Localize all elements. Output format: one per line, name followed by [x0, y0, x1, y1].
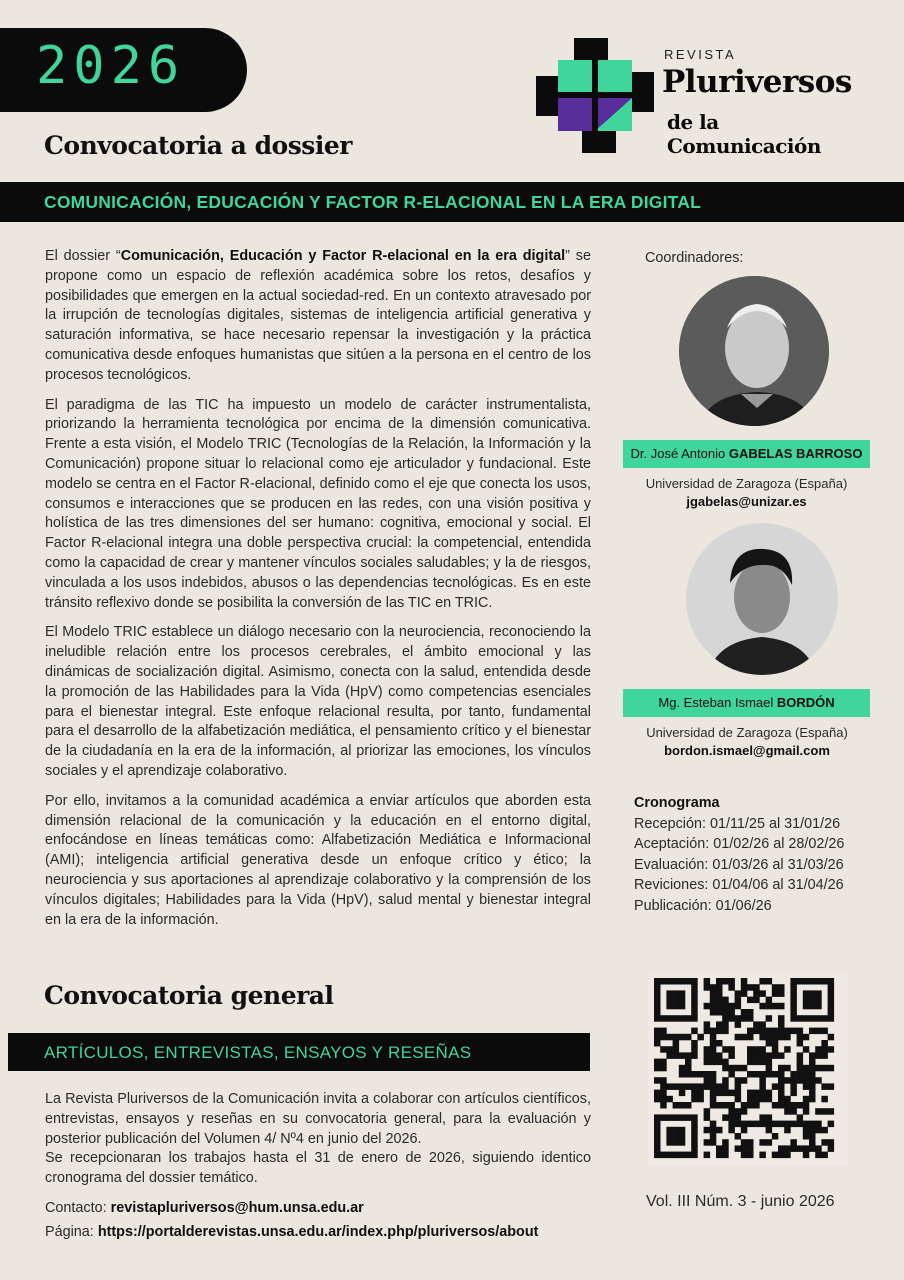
dossier-paragraph-4: Por ello, invitamos a la comunidad académica a enviar artículos que aborden esta dimensión relacional de la comunicación y la educación en el entorno digital, enfocándose en líneas temáticas como: Alfabetización Mediática e Informacional (AMI); inteligencia artificial generativa desde un enfoque crítico y ético; la neurociencia y sus aportaciones al aprendizaje colaborativo y la comprensión de los vínculos digitales; Habilidades para la Vida (HpV), salud mental y bienestar integral en la era de la información.	[45, 792, 591, 928]
logo-mark-icon	[536, 38, 654, 153]
page-link[interactable]: https://portalderevistas.unsa.edu.ar/index.php/pluriversos/about	[97, 1223, 539, 1240]
general-paragraph-2: Se recepcionaran los trabajos hasta el 31 de enero de 2026, siguiendo identico cronograma del dossier temático.	[45, 1150, 591, 1187]
person-photo-icon	[679, 276, 829, 426]
dossier-paragraph-1: El dossier “Comunicación, Educación y Factor R-elacional en la era digital” se propone como un espacio de reflexión académica sobre los retos, desafíos y posibilidades que emergen en la actual sociedad-red. En un contexto atravesado por la irrupción de tecnologías digitales, sistemas de inteligencia artificial generativa y saturación informativa, se hace necesario repensar la investigación y la práctica comunicativa desde enfoques humanistas que sitúen a la persona en el centro de los procesos tecnológicos.	[45, 248, 591, 383]
dossier-heading: Convocatoria a dossier	[44, 131, 352, 160]
general-title: ARTÍCULOS, ENTREVISTAS, ENSAYOS Y RESEÑAS	[44, 1043, 472, 1062]
logo-revista: REVISTA	[664, 47, 737, 62]
year-text: 2026	[36, 36, 186, 96]
dossier-paragraph-2: El paradigma de las TIC ha impuesto un modelo de carácter instrumentalista, priorizando la herramienta tecnológica por encima de la dimensión comunicativa. Frente a esta visión, el Modelo TRIC (Tecnologías de la Relación, la Información y la Comunicación) propone situar lo relacional como eje articulador y fundacional. Este modelo se centra en el Factor R-elacional, definido como el eje que conecta los usos, consumos e interacciones que se producen en las redes, con una visión positiva y holística de las tres dimensiones del ser humano: cognitiva, emocional y social. El Factor R-elacional integra una doble perspectiva crucial: la competencial, entendida como la capacidad de crear y mantener vínculos sociales saludables; y la de riesgos, vinculada a los usos indebidos, abusos o las dependencias tecnológicas. Es en este tránsito reflexivo donde se posibilita la conversión de las TIC en TRIC.	[45, 396, 591, 611]
journal-logo	[536, 38, 856, 158]
cronograma-item: Publicación: 01/06/26	[634, 897, 772, 914]
general-heading: Convocatoria general	[44, 981, 334, 1010]
dossier-body	[45, 247, 591, 940]
general-body	[45, 1090, 591, 1243]
year-badge	[0, 28, 247, 112]
cronograma-title: Cronograma	[634, 795, 720, 811]
contact-email[interactable]: revistapluriversos@hum.unsa.edu.ar	[110, 1199, 364, 1216]
cronograma-item: Recepción: 01/11/25 al 31/01/26	[634, 815, 841, 832]
coordinator-2-photo	[686, 523, 838, 675]
coordinator-2-details	[616, 724, 878, 760]
qr-code-icon	[648, 972, 848, 1166]
person-photo-icon	[686, 523, 838, 675]
general-title-bar	[8, 1033, 590, 1071]
page-line: Página: https://portalderevistas.unsa.edu.ar/index.php/pluriversos/about	[45, 1223, 539, 1240]
general-paragraph-1: La Revista Pluriversos de la Comunicación invita a colaborar con artículos científicos, entrevistas, ensayos y reseñas en su convocatoria general, para la evaluación y posterior publicación del Volumen 4/ Nº4 en junio del 2026.	[45, 1091, 591, 1147]
qr-code[interactable]	[648, 972, 848, 1166]
coordinator-1-name: Dr. José Antonio GABELAS BARROSO	[623, 440, 870, 468]
dossier-title-bar	[0, 182, 904, 222]
logo-subtitle: de la Comunicación	[667, 110, 821, 158]
coordinator-2-name: Mg. Esteban Ismael BORDÓN	[623, 689, 870, 717]
cronograma-item: Reviciones: 01/04/06 al 31/04/26	[634, 877, 844, 894]
cronograma	[634, 793, 844, 917]
coordinator-1-affiliation: Universidad de Zaragoza (España)	[645, 476, 848, 491]
logo-name: Pluriversos	[662, 64, 852, 100]
coordinator-1-photo	[679, 276, 829, 426]
cronograma-item: Evaluación: 01/03/26 al 31/03/26	[634, 856, 844, 873]
contact-line: Contacto: revistapluriversos@hum.unsa.edu.ar	[45, 1199, 364, 1216]
coordinators-label: Coordinadores:	[645, 250, 744, 266]
cronograma-item: Aceptación: 01/02/26 al 28/02/26	[634, 836, 845, 853]
volume-footer: Vol. III Núm. 3 - junio 2026	[646, 1193, 835, 1210]
coordinator-1-email[interactable]: jgabelas@unizar.es	[686, 494, 807, 509]
coordinator-2-email[interactable]: bordon.ismael@gmail.com	[664, 743, 830, 758]
coordinator-2-affiliation: Universidad de Zaragoza (España)	[646, 725, 848, 740]
dossier-title: COMUNICACIÓN, EDUCACIÓN Y FACTOR R-ELACIONAL EN LA ERA DIGITAL	[44, 192, 701, 212]
dossier-paragraph-3: El Modelo TRIC establece un diálogo necesario con la neurociencia, reconociendo la ineludible relación entre los procesos cerebrales, el ámbito emocional y las dinámicas de socialización digital. Asimismo, conecta con la salud, entendida desde la promoción de las Habilidades para la Vida (HpV) como competencias esenciales para el bienestar integral. Este enfoque relacional resulta, por tanto, fundamental para el desarrollo de la alfabetización mediática, el pensamiento crítico y el bienestar de la ciudadanía en la era de la información, al priorizar las emociones, los vínculos sociales y el aprendizaje colaborativo.	[45, 624, 591, 779]
coordinator-1-details	[623, 475, 870, 511]
